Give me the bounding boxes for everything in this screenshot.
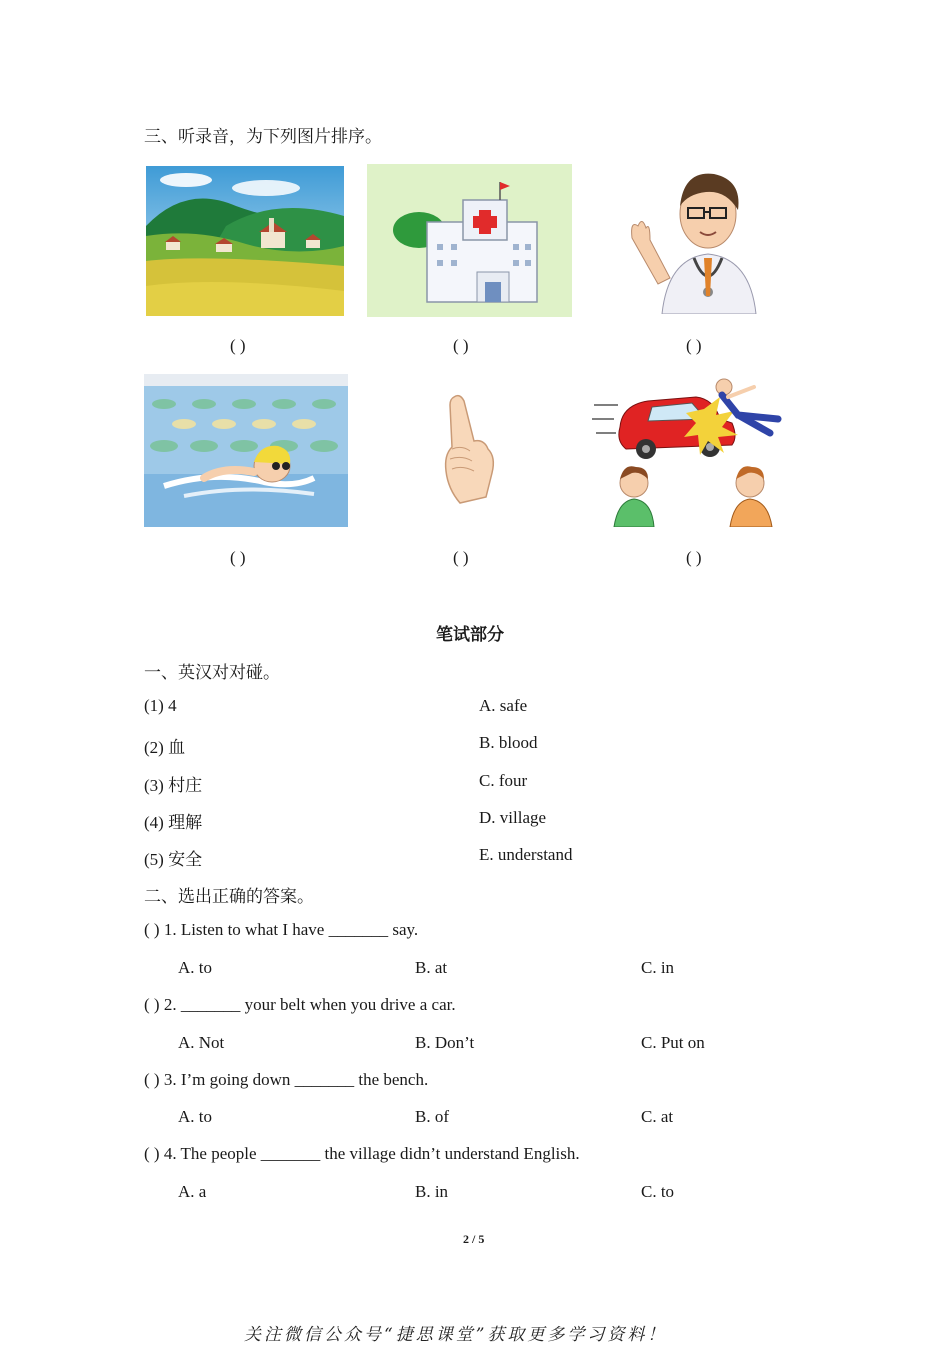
match-left-item: (2) 血 — [144, 738, 186, 757]
doctor-icon — [622, 166, 772, 314]
match-right-item: A. safe — [479, 696, 528, 715]
match-left-item: (4) 理解 — [144, 813, 203, 832]
written-section-title: 笔试部分 — [436, 625, 504, 644]
question-3-option-b[interactable]: B. of — [415, 1107, 449, 1126]
page-number: 2 / 5 — [463, 1232, 485, 1246]
question-4-option-c[interactable]: C. to — [641, 1182, 675, 1201]
part2-heading: 二、选出正确的答案。 — [144, 887, 314, 906]
question-2-option-b[interactable]: B. Don’t — [415, 1033, 475, 1052]
match-right-item: E. understand — [479, 845, 573, 864]
question-3-stem: ( ) 3. I’m going down _______ the bench. — [144, 1070, 429, 1089]
picture-1-blank[interactable]: ( ) — [230, 336, 246, 355]
question-2-option-a[interactable]: A. Not — [178, 1033, 225, 1052]
picture-6-blank[interactable]: ( ) — [686, 548, 702, 567]
match-right-item: C. four — [479, 771, 528, 790]
question-4-stem: ( ) 4. The people _______ the village didn’t understand English. — [144, 1144, 580, 1163]
question-1-option-b[interactable]: B. at — [415, 958, 448, 977]
hospital-icon — [367, 164, 572, 317]
question-3-option-a[interactable]: A. to — [178, 1107, 212, 1126]
question-4-option-b[interactable]: B. in — [415, 1182, 449, 1201]
match-right-item: B. blood — [479, 733, 538, 752]
question-2-stem: ( ) 2. _______ your belt when you drive a car. — [144, 995, 456, 1014]
match-left-item: (1) 4 — [144, 696, 177, 715]
part1-heading: 一、英汉对对碰。 — [144, 663, 280, 682]
question-1-stem: ( ) 1. Listen to what I have _______ say. — [144, 920, 419, 939]
question-1-option-a[interactable]: A. to — [178, 958, 212, 977]
question-2-option-c[interactable]: C. Put on — [641, 1033, 705, 1052]
match-left-item: (5) 安全 — [144, 850, 203, 869]
picture-4-blank[interactable]: ( ) — [230, 548, 246, 567]
picture-2-blank[interactable]: ( ) — [453, 336, 469, 355]
picture-5-blank[interactable]: ( ) — [453, 548, 469, 567]
question-4-option-a[interactable]: A. a — [178, 1182, 207, 1201]
swimmer-icon — [144, 374, 348, 527]
match-left-item: (3) 村庄 — [144, 776, 203, 795]
pointing-finger-icon — [440, 393, 500, 505]
question-1-option-c[interactable]: C. in — [641, 958, 675, 977]
car-accident-icon — [592, 375, 792, 527]
picture-3-blank[interactable]: ( ) — [686, 336, 702, 355]
question-3-option-c[interactable]: C. at — [641, 1107, 674, 1126]
footer-note: 关注微信公众号“捷思课堂”获取更多学习资料！ — [244, 1325, 668, 1345]
listening-heading: 三、听录音，为下列图片排序。 — [144, 127, 382, 146]
match-right-item: D. village — [479, 808, 547, 827]
village-landscape-icon — [146, 166, 344, 316]
